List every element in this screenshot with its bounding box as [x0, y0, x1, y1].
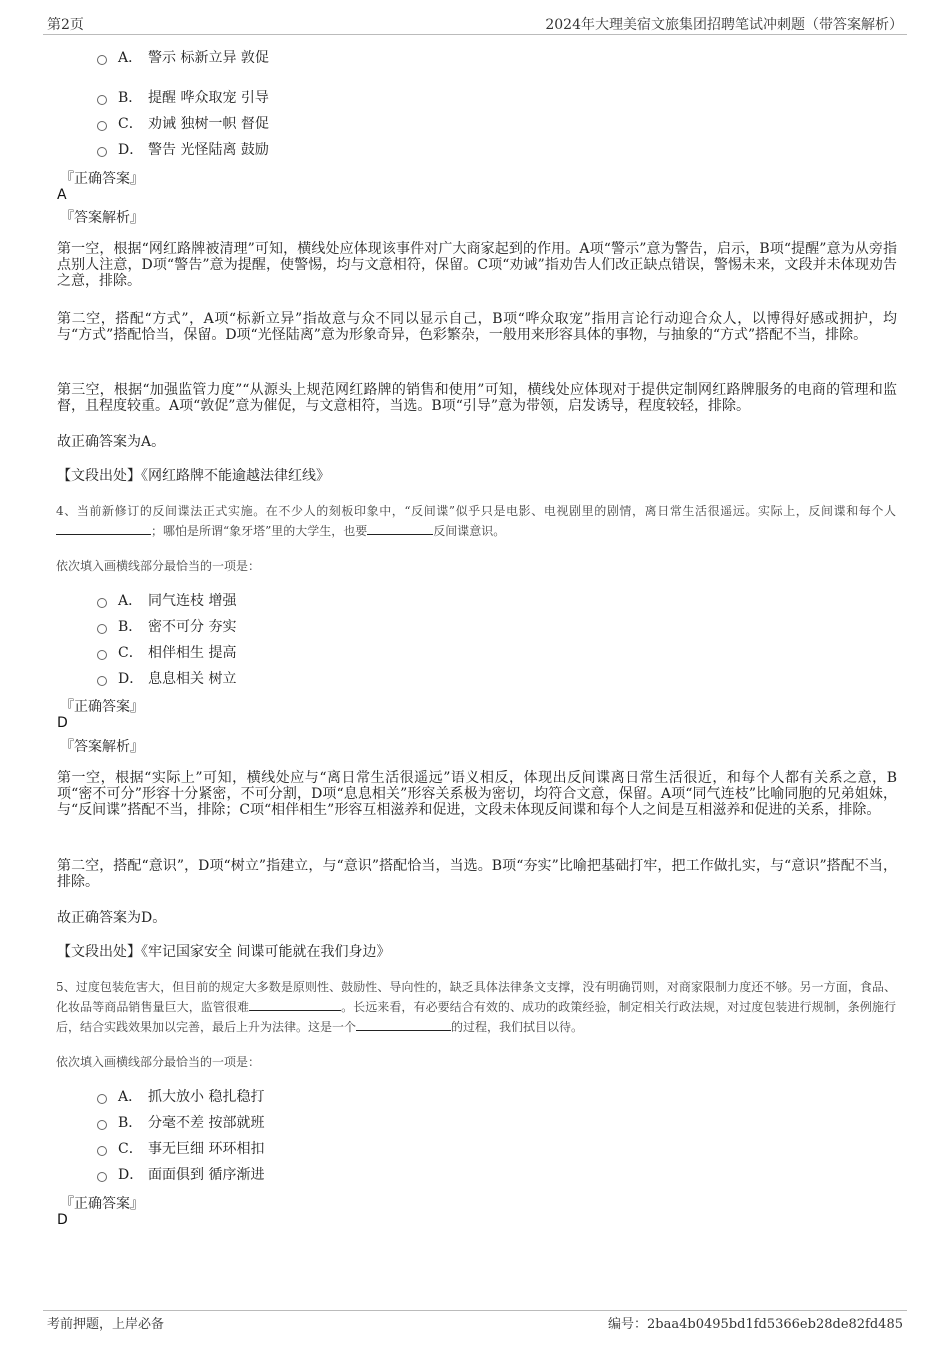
q4-blank-2	[367, 522, 433, 535]
q4-option-b[interactable]	[97, 616, 236, 636]
radio-icon[interactable]	[97, 1172, 107, 1182]
option-letter: C．	[118, 116, 143, 132]
q4-stem-part2: ；哪怕是所谓“象牙塔”里的大学生，也要	[151, 524, 368, 538]
option-text: 警示 标新立异 敦促	[148, 50, 269, 66]
q4-option-d[interactable]	[97, 668, 236, 688]
page-number: 第2页	[47, 17, 84, 33]
q4-conclusion: 故正确答案为D。	[57, 910, 167, 926]
option-letter: D．	[118, 1167, 144, 1183]
q5-answer: D	[57, 1212, 68, 1228]
footer-divider	[43, 1310, 907, 1311]
document-id: 编号：2baa4b0495bd1fd5366eb28de82fd485	[608, 1317, 903, 1332]
q3-conclusion: 故正确答案为A。	[57, 434, 166, 450]
footer-slogan: 考前押题，上岸必备	[47, 1317, 165, 1332]
option-text: 抓大放小 稳扎稳打	[148, 1089, 265, 1105]
radio-icon[interactable]	[97, 598, 107, 608]
option-text: 息息相关 树立	[148, 671, 237, 687]
q4-blank-1	[56, 522, 151, 535]
q3-option-b[interactable]	[97, 87, 269, 107]
option-text: 面面俱到 循序渐进	[148, 1167, 265, 1183]
q5-stem	[56, 977, 896, 1037]
q3-answer: A	[57, 187, 67, 203]
q4-instruction: 依次填入画横线部分最恰当的一项是：	[56, 559, 261, 573]
q5-option-a[interactable]	[97, 1086, 264, 1106]
header-divider	[43, 34, 907, 35]
option-letter: B．	[118, 90, 143, 106]
option-letter: B．	[118, 619, 143, 635]
option-text: 同气连枝 增强	[148, 593, 237, 609]
radio-icon[interactable]	[97, 1146, 107, 1156]
radio-icon[interactable]	[97, 147, 107, 157]
option-letter: B．	[118, 1115, 143, 1131]
q4-stem-part1: 4、当前新修订的反间谍法正式实施。在不少人的刻板印象中，“反间谍”似乎只是电影、电视剧里的剧情，离日常生活很遥远。实际上，反间谍和每个人	[56, 504, 896, 518]
option-text: 劝诫 独树一帜 督促	[148, 116, 269, 132]
q3-option-c[interactable]	[97, 113, 269, 133]
radio-icon[interactable]	[97, 1120, 107, 1130]
option-letter: C．	[118, 1141, 143, 1157]
radio-icon[interactable]	[97, 1094, 107, 1104]
q3-analysis-label: 『答案解析』	[60, 210, 144, 226]
q4-answer: D	[57, 715, 68, 731]
q5-option-c[interactable]	[97, 1138, 264, 1158]
radio-icon[interactable]	[97, 121, 107, 131]
q5-answer-label: 『正确答案』	[60, 1196, 144, 1212]
q5-stem-part1: 5、过度包装危害大，但目前的规定大多数是原则性、鼓励性、导向性的，缺乏具体法律条文支撑，没有明确罚则，对商家限制力度还不够。另一方面，食品、化妆品等商品销售量巨大，监管很难	[56, 980, 896, 1014]
q4-option-c[interactable]	[97, 642, 236, 662]
q3-analysis-p1: 第一空，根据“网红路牌被清理”可知，横线处应体现该事件对广大商家起到的作用。A项“警示”意为警告，启示，B项“提醒”意为从旁指点别人注意，D项“警告”意为提醒，使警惕，均与文意相符，保留。C项“劝诫”指劝告人们改正缺点错误，警惕未来，文段并未体现劝告之意，排除。	[57, 241, 897, 289]
q4-source: 【文段出处】《牢记国家安全 间谍可能就在我们身边》	[57, 944, 391, 960]
radio-icon[interactable]	[97, 55, 107, 65]
q5-blank-1	[249, 998, 341, 1011]
radio-icon[interactable]	[97, 676, 107, 686]
q4-answer-label: 『正确答案』	[60, 699, 144, 715]
radio-icon[interactable]	[97, 95, 107, 105]
option-letter: D．	[118, 142, 144, 158]
option-text: 提醒 哗众取宠 引导	[148, 90, 269, 106]
option-letter: A．	[118, 1089, 143, 1105]
q5-stem-part2: 。长远来看，有必要结合有效的、成功的政策经验，制定相关行政法规，对过度包装进行规制，条例施行后，结合实践效果加以完善，最后上升为法律。这是一个	[56, 1000, 896, 1034]
document-title: 2024年大理美宿文旅集团招聘笔试冲刺题（带答案解析）	[545, 17, 903, 33]
q3-option-a[interactable]	[97, 47, 269, 67]
q5-option-d[interactable]	[97, 1164, 264, 1184]
option-text: 事无巨细 环环相扣	[148, 1141, 265, 1157]
option-letter: A．	[118, 593, 143, 609]
option-text: 密不可分 夯实	[148, 619, 237, 635]
option-letter: C．	[118, 645, 143, 661]
q4-stem-part3: 反间谍意识。	[433, 524, 506, 538]
q4-analysis-label: 『答案解析』	[60, 739, 144, 755]
option-letter: D．	[118, 671, 144, 687]
option-text: 警告 光怪陆离 鼓励	[148, 142, 269, 158]
option-text: 相伴相生 提高	[148, 645, 237, 661]
q3-source: 【文段出处】《网红路牌不能逾越法律红线》	[57, 468, 330, 484]
q5-stem-part3: 的过程，我们拭目以待。	[451, 1020, 584, 1034]
option-text: 分毫不差 按部就班	[148, 1115, 265, 1131]
q4-stem	[56, 501, 896, 541]
option-letter: A．	[118, 50, 143, 66]
q3-analysis-p2: 第二空，搭配“方式”，A项“标新立异”指故意与众不同以显示自己，B项“哗众取宠”指用言论行动迎合众人，以博得好感或拥护，均与“方式”搭配恰当，保留。D项“光怪陆离”意为形象奇异，色彩繁杂，一般用来形容具体的事物，与抽象的“方式”搭配不当，排除。	[57, 311, 897, 343]
radio-icon[interactable]	[97, 624, 107, 634]
q3-analysis-p3: 第三空，根据“加强监管力度”“从源头上规范网红路牌的销售和使用”可知，横线处应体现对于提供定制网红路牌服务的电商的管理和监督，且程度较重。A项“敦促”意为催促，与文意相符，当选。B项“引导”意为带领，启发诱导，程度较轻，排除。	[57, 382, 897, 414]
radio-icon[interactable]	[97, 650, 107, 660]
q4-option-a[interactable]	[97, 590, 236, 610]
q3-answer-label: 『正确答案』	[60, 171, 144, 187]
q5-instruction: 依次填入画横线部分最恰当的一项是：	[56, 1055, 261, 1069]
q4-analysis-p1: 第一空，根据“实际上”可知，横线处应与“离日常生活很遥远”语义相反，体现出反间谍离日常生活很近，和每个人都有关系之意，B项“密不可分”形容十分紧密，不可分割，D项“息息相关”形容关系极为密切，均符合文意，保留。A项“同气连枝”比喻同胞的兄弟姐妹，与“反间谍”搭配不当，排除；C项“相伴相生”形容互相滋养和促进，文段未体现反间谍和每个人之间是互相滋养和促进的关系，排除。	[57, 770, 897, 818]
q5-option-b[interactable]	[97, 1112, 264, 1132]
q4-analysis-p2: 第二空，搭配“意识”，D项“树立”指建立，与“意识”搭配恰当，当选。B项“夯实”比喻把基础打牢，把工作做扎实，与“意识”搭配不当，排除。	[57, 858, 897, 890]
q5-blank-2	[356, 1018, 451, 1031]
q3-option-d[interactable]	[97, 139, 269, 159]
